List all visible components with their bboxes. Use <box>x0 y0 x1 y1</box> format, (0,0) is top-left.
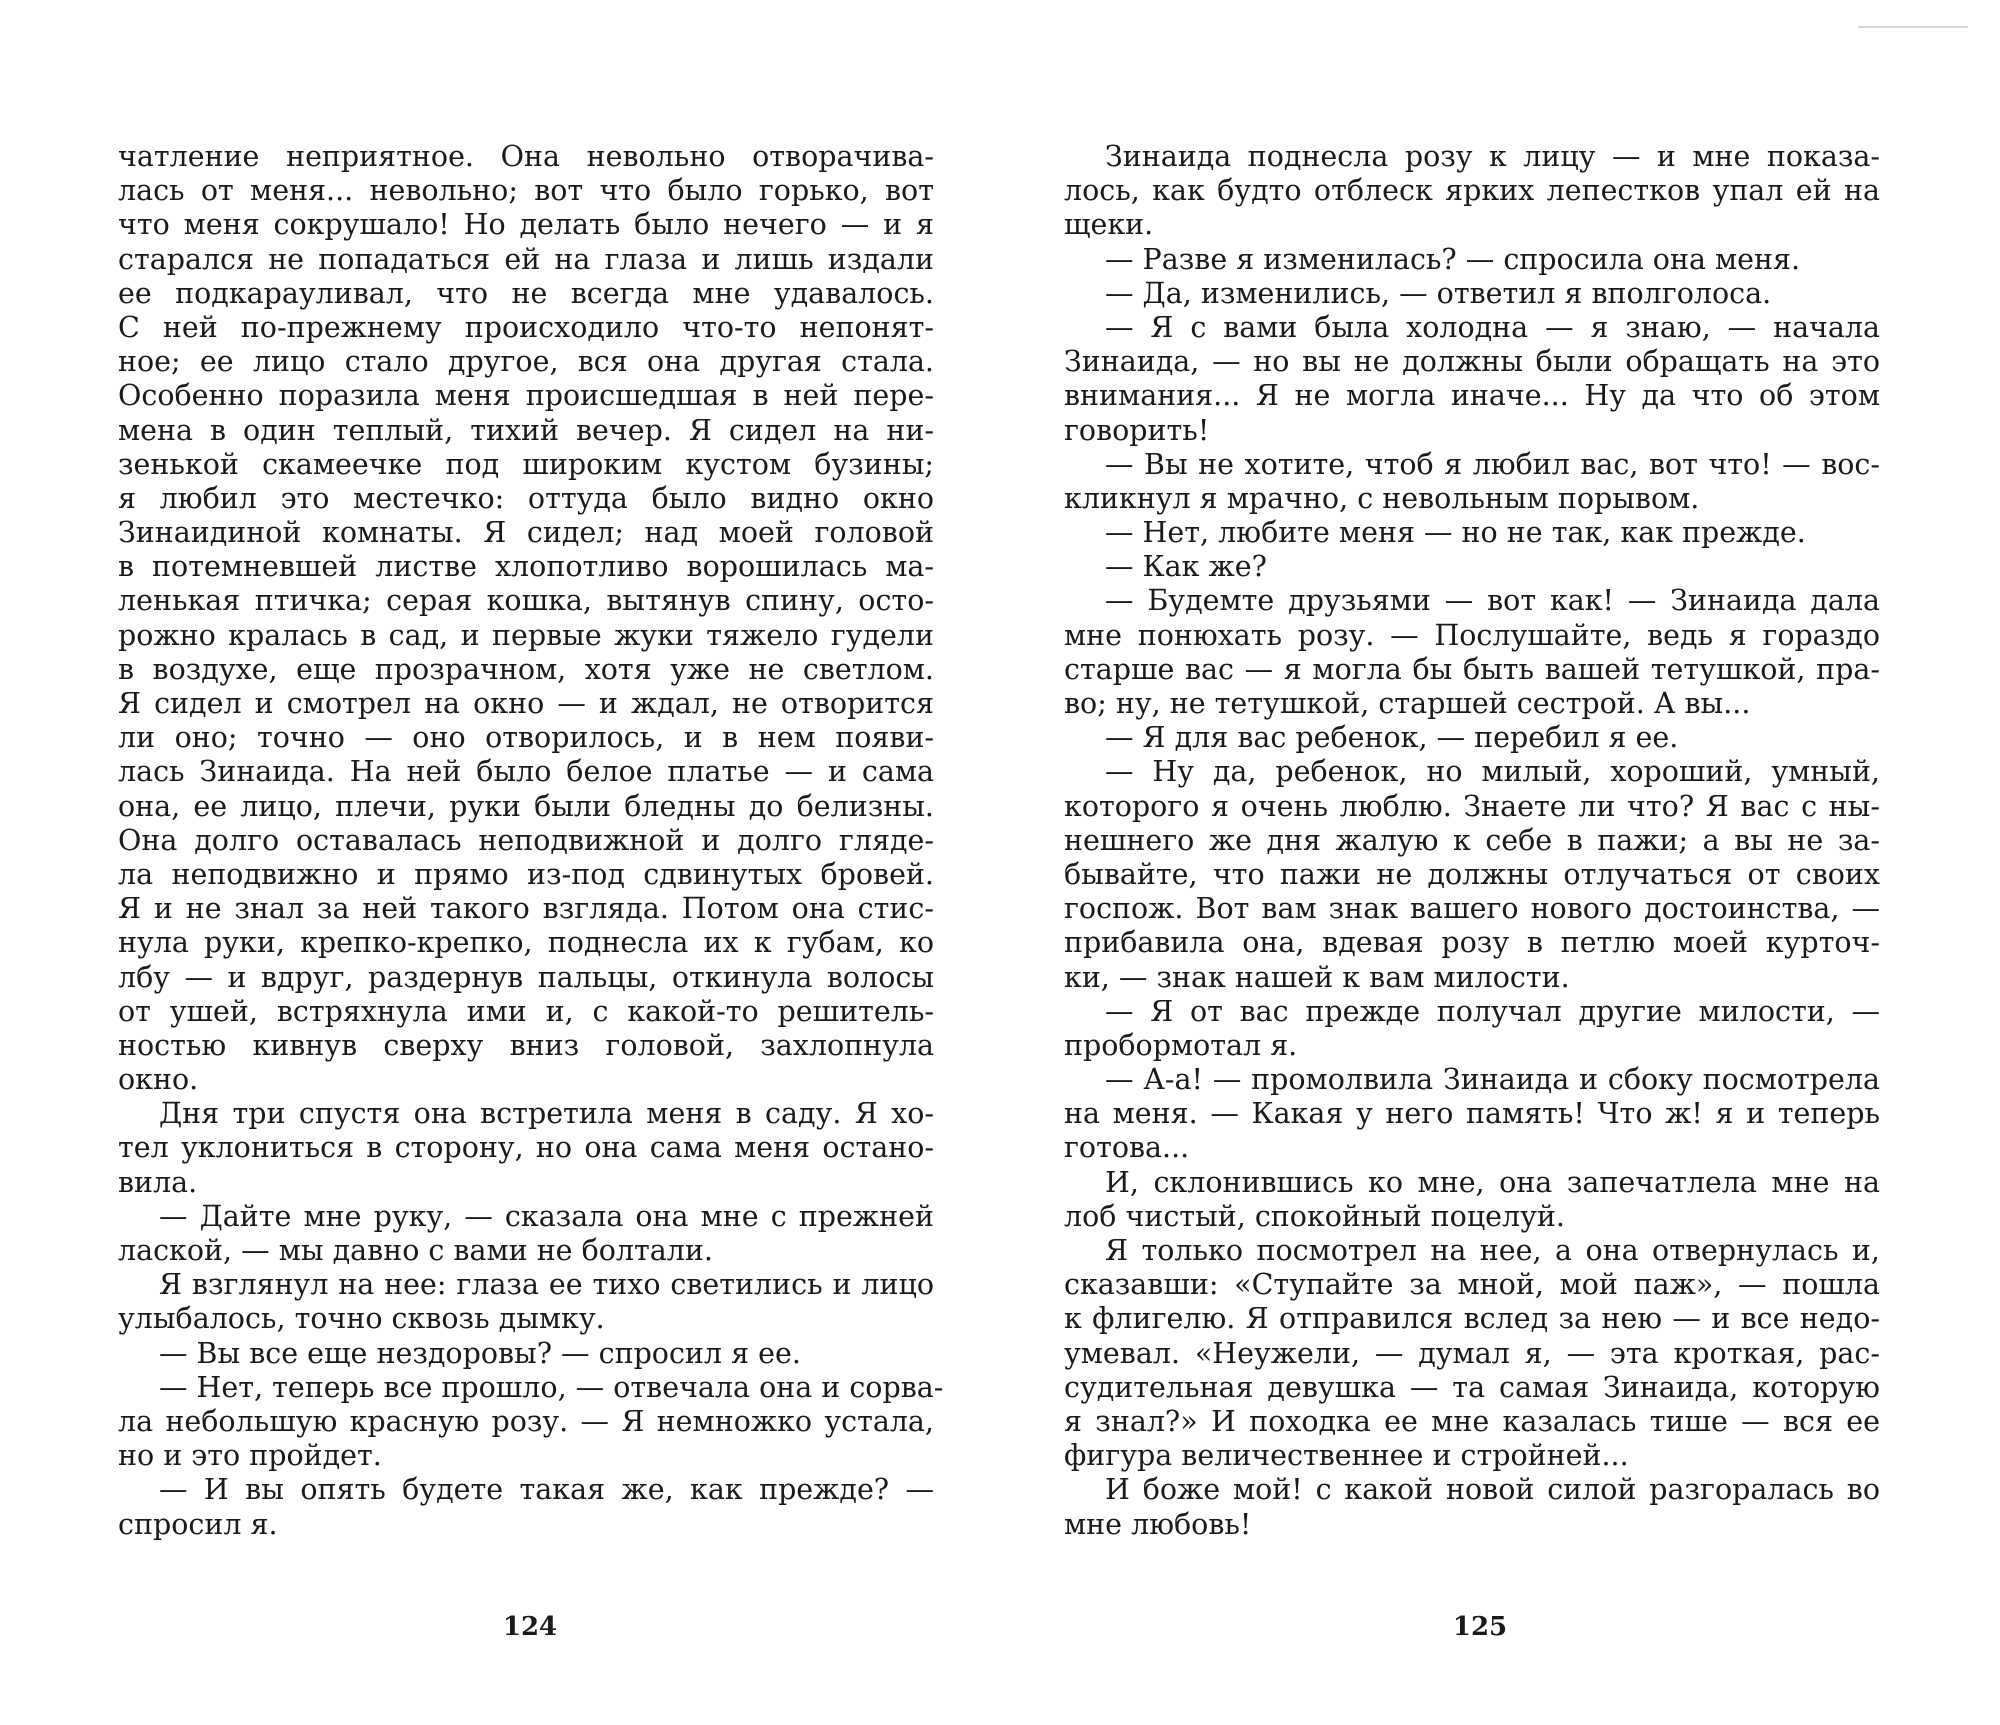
text-line: я любил это местечко: оттуда было видно окно <box>118 481 934 515</box>
text-line: Особенно поразила меня происшедшая в ней пере- <box>118 379 934 413</box>
text-line: нула руки, крепко-крепко, поднесла их к губам, ко <box>118 926 934 960</box>
text-line: — Вы не хотите, чтоб я любил вас, вот что! — вос- <box>1105 447 1880 481</box>
text-line: к флигелю. Я отправился вслед за нею — и все недо- <box>1064 1302 1880 1336</box>
text-line: лось, как будто отблеск ярких лепестков упал ей на <box>1064 174 1880 208</box>
text-line: — Как же? <box>1105 550 1267 584</box>
text-line: Она долго оставалась неподвижной и долго гляде- <box>118 823 934 857</box>
text-line: — Будемте друзьями — вот как! — Зинаида дала <box>1105 584 1880 618</box>
text-line: И, склонившись ко мне, она запечатлела мне на <box>1105 1165 1880 1199</box>
text-line: ее подкарауливал, что не всегда мне удавалось. <box>118 276 934 310</box>
text-line: ное; ее лицо стало другое, вся она другая стала. <box>118 345 934 379</box>
text-line: бывайте, что пажи не должны отлучаться от своих <box>1064 857 1880 891</box>
text-line: сказавши: «Ступайте за мной, мой паж», — пошла <box>1064 1268 1880 1302</box>
text-line: я знал?» И походка ее мне казалась тише — вся ее <box>1064 1404 1880 1438</box>
text-line: старался не попадаться ей на глаза и лишь издали <box>118 242 934 276</box>
text-line: говорить! <box>1064 413 1210 447</box>
text-line: окно. <box>118 1063 199 1097</box>
page-number: 125 <box>1452 1612 1508 1642</box>
text-line: которого я очень люблю. Знаете ли что? Я вас с ны- <box>1064 789 1880 823</box>
text-line: в воздухе, еще прозрачном, хотя уже не светлом. <box>118 652 934 686</box>
text-line: внимания... Я не могла иначе... Ну да что об этом <box>1064 379 1880 413</box>
text-line: — Нет, любите меня — но не так, как прежде. <box>1105 516 1806 550</box>
text-line: — Нет, теперь все прошло, — отвечала она и сорва- <box>159 1370 944 1404</box>
text-line: чатление неприятное. Она невольно отворачива- <box>118 140 934 173</box>
right-page <box>1000 0 2000 1725</box>
text-line: лаской, — мы давно с вами не болтали. <box>118 1234 713 1267</box>
text-line: мне любовь! <box>1064 1507 1252 1541</box>
text-line: — Я с вами была холодна — я знаю, — начала <box>1105 310 1880 344</box>
right-page-text <box>1064 140 1880 1542</box>
text-line: лоб чистый, спокойный поцелуй. <box>1064 1199 1565 1233</box>
text-line: зенькой скамеечке под широким кустом бузины; <box>118 447 934 481</box>
text-line: щеки. <box>1064 208 1154 242</box>
page-number: 124 <box>502 1612 558 1642</box>
text-line: прибавила она, вдевая розу в петлю моей курточ- <box>1064 926 1880 960</box>
text-line: вила. <box>118 1165 198 1199</box>
left-page-text <box>118 140 944 1542</box>
text-line: — И вы опять будете такая же, как прежде? — <box>159 1473 934 1507</box>
text-line: ла небольшую красную розу. — Я немножко устала, <box>118 1404 934 1438</box>
text-line: ки, — знак нашей к вам милости. <box>1064 960 1570 994</box>
text-line: ли оно; точно — оно отворилось, и в нем появи- <box>118 721 934 755</box>
text-line: в потемневшей листве хлопотливо ворошилась ма- <box>118 550 934 584</box>
text-line: лбу — и вдруг, раздернув пальцы, откинула волосы <box>118 960 934 994</box>
text-line: С ней по-прежнему происходило что-то непонят- <box>118 310 934 344</box>
text-line: судительная девушка — та самая Зинаида, которую <box>1064 1370 1880 1404</box>
text-line: лась Зинаида. На ней было белое платье — и сама <box>118 755 934 789</box>
text-line: — Дайте мне руку, — сказала она мне с прежней <box>159 1199 934 1233</box>
text-line: лась от меня... невольно; вот что было горько, вот <box>118 174 934 208</box>
text-line: Зинаида, — но вы не должны были обращать на это <box>1064 345 1880 379</box>
text-line: Я и не знал за ней такого взгляда. Потом она стис- <box>118 892 934 926</box>
text-line: что меня сокрушало! Но делать было нечего — и я <box>118 208 934 242</box>
text-line: рожно кралась в сад, и первые жуки тяжело гудели <box>118 618 934 652</box>
text-line: Я сидел и смотрел на окно — и ждал, не отворится <box>118 687 934 720</box>
text-line: — А-а! — промолвила Зинаида и сбоку посмотрела <box>1105 1063 1880 1097</box>
text-line: умевал. «Неужели, — думал я, — эта кроткая, рас- <box>1064 1336 1880 1370</box>
text-line: кликнул я мрачно, с невольным порывом. <box>1064 481 1700 515</box>
text-line: ленькая птичка; серая кошка, вытянув спину, осто- <box>118 584 934 618</box>
scan-mark <box>1858 26 1968 28</box>
text-line: спросил я. <box>118 1507 278 1541</box>
text-line: Я только посмотрел на нее, а она отвернулась и, <box>1105 1234 1880 1267</box>
text-line: — Я от вас прежде получал другие милости, — <box>1105 994 1880 1028</box>
text-line: мена в один теплый, тихий вечер. Я сидел на ни- <box>118 413 934 447</box>
text-line: во; ну, не тетушкой, старшей сестрой. А вы... <box>1064 687 1751 720</box>
text-line: мне понюхать розу. — Послушайте, ведь я гораздо <box>1064 618 1880 652</box>
text-line: от ушей, встряхнула ими и, с какой-то решитель- <box>118 994 934 1028</box>
text-line: тел уклониться в сторону, но она сама меня остано- <box>118 1131 934 1165</box>
text-line: готова... <box>1064 1131 1190 1165</box>
text-line: — Да, изменились, — ответил я вполголоса. <box>1105 276 1772 310</box>
text-line: фигура величественнее и стройней... <box>1064 1439 1629 1473</box>
text-line: — Ну да, ребенок, но милый, хороший, умный, <box>1105 755 1880 789</box>
text-line: нешнего же дня жалую к себе в пажи; а вы не за- <box>1064 823 1880 857</box>
text-line: — Я для вас ребенок, — перебил я ее. <box>1105 721 1679 755</box>
text-line: Зинаида поднесла розу к лицу — и мне показа- <box>1105 140 1880 173</box>
text-line: госпож. Вот вам знак вашего нового достоинства, — <box>1064 892 1880 926</box>
text-line: Дня три спустя она встретила меня в саду. Я хо- <box>159 1097 934 1131</box>
text-line: она, ее лицо, плечи, руки были бледны до белизны. <box>118 789 934 823</box>
text-line: старше вас — я могла бы быть вашей тетушкой, пра- <box>1064 652 1880 686</box>
text-line: но и это пройдет. <box>118 1439 382 1473</box>
text-line: Зинаидиной комнаты. Я сидел; над моей головой <box>118 516 934 550</box>
text-line: И боже мой! с какой новой силой разгоралась во <box>1105 1473 1880 1507</box>
text-line: ла неподвижно и прямо из-под сдвинутых бровей. <box>118 857 934 891</box>
text-line: — Вы все еще нездоровы? — спросил я ее. <box>159 1336 801 1370</box>
text-line: — Разве я изменилась? — спросила она меня. <box>1105 242 1801 276</box>
text-line: улыбалось, точно сквозь дымку. <box>118 1302 605 1336</box>
text-line: на меня. — Какая у него память! Что ж! я и теперь <box>1064 1097 1880 1131</box>
text-line: Я взглянул на нее: глаза ее тихо светились и лицо <box>159 1268 934 1302</box>
text-line: ностью кивнув сверху вниз головой, захлопнула <box>118 1028 934 1062</box>
text-line: пробормотал я. <box>1064 1028 1298 1062</box>
